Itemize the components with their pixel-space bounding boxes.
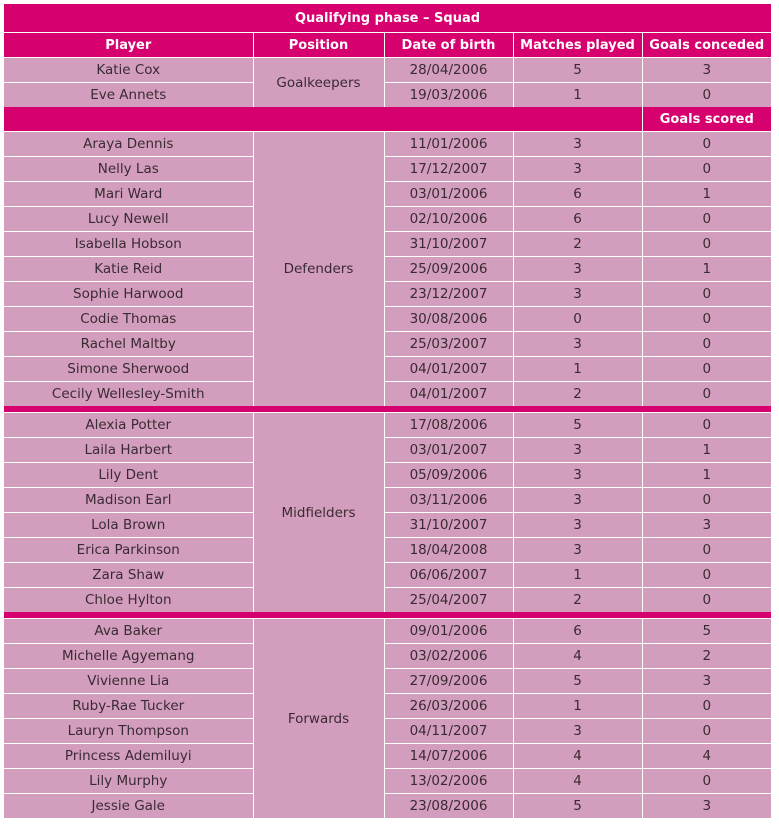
table-row — [4, 619, 771, 644]
matches-played: 1 — [513, 563, 642, 588]
header-date-of-birth: Date of birth — [384, 33, 513, 58]
table-row — [4, 357, 771, 382]
player-name: Chloe Hylton — [4, 588, 253, 613]
goals-value: 0 — [642, 157, 771, 182]
matches-played: 3 — [513, 332, 642, 357]
player-name: Lola Brown — [4, 513, 253, 538]
date-of-birth: 25/04/2007 — [384, 588, 513, 613]
date-of-birth: 04/11/2007 — [384, 719, 513, 744]
date-of-birth: 19/03/2006 — [384, 83, 513, 108]
date-of-birth: 18/04/2008 — [384, 538, 513, 563]
table-row — [4, 438, 771, 463]
matches-played: 5 — [513, 794, 642, 819]
goals-value: 0 — [642, 588, 771, 613]
goals-value: 3 — [642, 669, 771, 694]
goals-value: 0 — [642, 132, 771, 157]
table-row — [4, 488, 771, 513]
table-row — [4, 232, 771, 257]
player-name: Isabella Hobson — [4, 232, 253, 257]
table-row — [4, 588, 771, 613]
date-of-birth: 03/02/2006 — [384, 644, 513, 669]
table-row — [4, 563, 771, 588]
header-matches-played: Matches played — [513, 33, 642, 58]
matches-played: 3 — [513, 157, 642, 182]
matches-played: 3 — [513, 132, 642, 157]
goals-value: 1 — [642, 463, 771, 488]
table-row — [4, 669, 771, 694]
date-of-birth: 27/09/2006 — [384, 669, 513, 694]
date-of-birth: 26/03/2006 — [384, 694, 513, 719]
position-label: Goalkeepers — [253, 58, 384, 108]
player-name: Vivienne Lia — [4, 669, 253, 694]
player-name: Jessie Gale — [4, 794, 253, 819]
date-of-birth: 28/04/2006 — [384, 58, 513, 83]
matches-played: 5 — [513, 413, 642, 438]
player-name: Nelly Las — [4, 157, 253, 182]
player-name: Lucy Newell — [4, 207, 253, 232]
goals-value: 4 — [642, 744, 771, 769]
player-name: Lauryn Thompson — [4, 719, 253, 744]
goals-value: 1 — [642, 182, 771, 207]
player-name: Cecily Wellesley-Smith — [4, 382, 253, 407]
matches-played: 2 — [513, 232, 642, 257]
matches-played: 6 — [513, 619, 642, 644]
player-name: Erica Parkinson — [4, 538, 253, 563]
date-of-birth: 23/12/2007 — [384, 282, 513, 307]
goals-value: 0 — [642, 332, 771, 357]
matches-played: 4 — [513, 744, 642, 769]
date-of-birth: 09/01/2006 — [384, 619, 513, 644]
goals-value: 3 — [642, 58, 771, 83]
header-goals-scored: Goals scored — [642, 107, 771, 132]
date-of-birth: 17/08/2006 — [384, 413, 513, 438]
table-row — [4, 538, 771, 563]
matches-played: 5 — [513, 58, 642, 83]
goals-value: 0 — [642, 282, 771, 307]
table-row — [4, 744, 771, 769]
position-label: Midfielders — [253, 413, 384, 613]
player-name: Alexia Potter — [4, 413, 253, 438]
goals-value: 0 — [642, 232, 771, 257]
date-of-birth: 04/01/2007 — [384, 357, 513, 382]
goals-value: 0 — [642, 413, 771, 438]
matches-played: 5 — [513, 669, 642, 694]
date-of-birth: 31/10/2007 — [384, 513, 513, 538]
date-of-birth: 30/08/2006 — [384, 307, 513, 332]
player-name: Simone Sherwood — [4, 357, 253, 382]
player-name: Sophie Harwood — [4, 282, 253, 307]
matches-played: 3 — [513, 282, 642, 307]
date-of-birth: 03/11/2006 — [384, 488, 513, 513]
matches-played: 1 — [513, 357, 642, 382]
player-name: Zara Shaw — [4, 563, 253, 588]
date-of-birth: 03/01/2006 — [384, 182, 513, 207]
matches-played: 2 — [513, 588, 642, 613]
table-row — [4, 182, 771, 207]
table-row — [4, 157, 771, 182]
goals-scored-header-row — [4, 107, 771, 132]
table-row — [4, 282, 771, 307]
date-of-birth: 25/09/2006 — [384, 257, 513, 282]
goals-value: 0 — [642, 769, 771, 794]
date-of-birth: 06/06/2007 — [384, 563, 513, 588]
goals-value: 3 — [642, 794, 771, 819]
goals-value: 3 — [642, 513, 771, 538]
table-row — [4, 769, 771, 794]
matches-played: 3 — [513, 719, 642, 744]
goals-value: 1 — [642, 257, 771, 282]
goals-value: 0 — [642, 307, 771, 332]
table-row — [4, 58, 771, 83]
date-of-birth: 17/12/2007 — [384, 157, 513, 182]
matches-played: 1 — [513, 83, 642, 108]
header-position: Position — [253, 33, 384, 58]
squad-body — [4, 58, 771, 819]
player-name: Madison Earl — [4, 488, 253, 513]
matches-played: 3 — [513, 463, 642, 488]
goals-value: 0 — [642, 719, 771, 744]
table-row — [4, 719, 771, 744]
matches-played: 2 — [513, 382, 642, 407]
player-name: Laila Harbert — [4, 438, 253, 463]
player-name: Ava Baker — [4, 619, 253, 644]
matches-played: 4 — [513, 769, 642, 794]
position-label: Defenders — [253, 132, 384, 407]
goals-value: 2 — [642, 644, 771, 669]
date-of-birth: 03/01/2007 — [384, 438, 513, 463]
table-row — [4, 513, 771, 538]
title-row — [4, 4, 771, 33]
player-name: Princess Ademiluyi — [4, 744, 253, 769]
date-of-birth: 13/02/2006 — [384, 769, 513, 794]
goals-value: 0 — [642, 207, 771, 232]
date-of-birth: 05/09/2006 — [384, 463, 513, 488]
table-title: Qualifying phase – Squad — [4, 4, 771, 33]
table-row — [4, 132, 771, 157]
table-row — [4, 307, 771, 332]
position-label: Forwards — [253, 619, 384, 819]
goals-value: 1 — [642, 438, 771, 463]
matches-played: 3 — [513, 438, 642, 463]
table-row — [4, 694, 771, 719]
goals-value: 0 — [642, 357, 771, 382]
goals-value: 0 — [642, 563, 771, 588]
header-player: Player — [4, 33, 253, 58]
table-row — [4, 332, 771, 357]
table-row — [4, 413, 771, 438]
player-name: Lily Dent — [4, 463, 253, 488]
table-row — [4, 207, 771, 232]
matches-played: 6 — [513, 207, 642, 232]
goals-value: 0 — [642, 488, 771, 513]
player-name: Araya Dennis — [4, 132, 253, 157]
player-name: Lily Murphy — [4, 769, 253, 794]
date-of-birth: 31/10/2007 — [384, 232, 513, 257]
table-row — [4, 83, 771, 108]
table-row — [4, 382, 771, 407]
date-of-birth: 02/10/2006 — [384, 207, 513, 232]
player-name: Ruby-Rae Tucker — [4, 694, 253, 719]
player-name: Michelle Agyemang — [4, 644, 253, 669]
goals-value: 0 — [642, 538, 771, 563]
matches-played: 0 — [513, 307, 642, 332]
table-row — [4, 794, 771, 819]
matches-played: 6 — [513, 182, 642, 207]
goals-value: 0 — [642, 694, 771, 719]
date-of-birth: 14/07/2006 — [384, 744, 513, 769]
matches-played: 3 — [513, 513, 642, 538]
table-row — [4, 644, 771, 669]
header-spacer — [4, 107, 642, 132]
squad-table — [4, 4, 771, 818]
player-name: Rachel Maltby — [4, 332, 253, 357]
header-row — [4, 33, 771, 58]
matches-played: 3 — [513, 257, 642, 282]
goals-value: 0 — [642, 382, 771, 407]
goals-value: 5 — [642, 619, 771, 644]
table-row — [4, 257, 771, 282]
player-name: Codie Thomas — [4, 307, 253, 332]
matches-played: 3 — [513, 488, 642, 513]
date-of-birth: 04/01/2007 — [384, 382, 513, 407]
player-name: Katie Cox — [4, 58, 253, 83]
player-name: Katie Reid — [4, 257, 253, 282]
table-row — [4, 463, 771, 488]
header-goals-conceded: Goals conceded — [642, 33, 771, 58]
goals-value: 0 — [642, 83, 771, 108]
matches-played: 3 — [513, 538, 642, 563]
date-of-birth: 25/03/2007 — [384, 332, 513, 357]
matches-played: 1 — [513, 694, 642, 719]
player-name: Mari Ward — [4, 182, 253, 207]
date-of-birth: 11/01/2006 — [384, 132, 513, 157]
date-of-birth: 23/08/2006 — [384, 794, 513, 819]
matches-played: 4 — [513, 644, 642, 669]
player-name: Eve Annets — [4, 83, 253, 108]
